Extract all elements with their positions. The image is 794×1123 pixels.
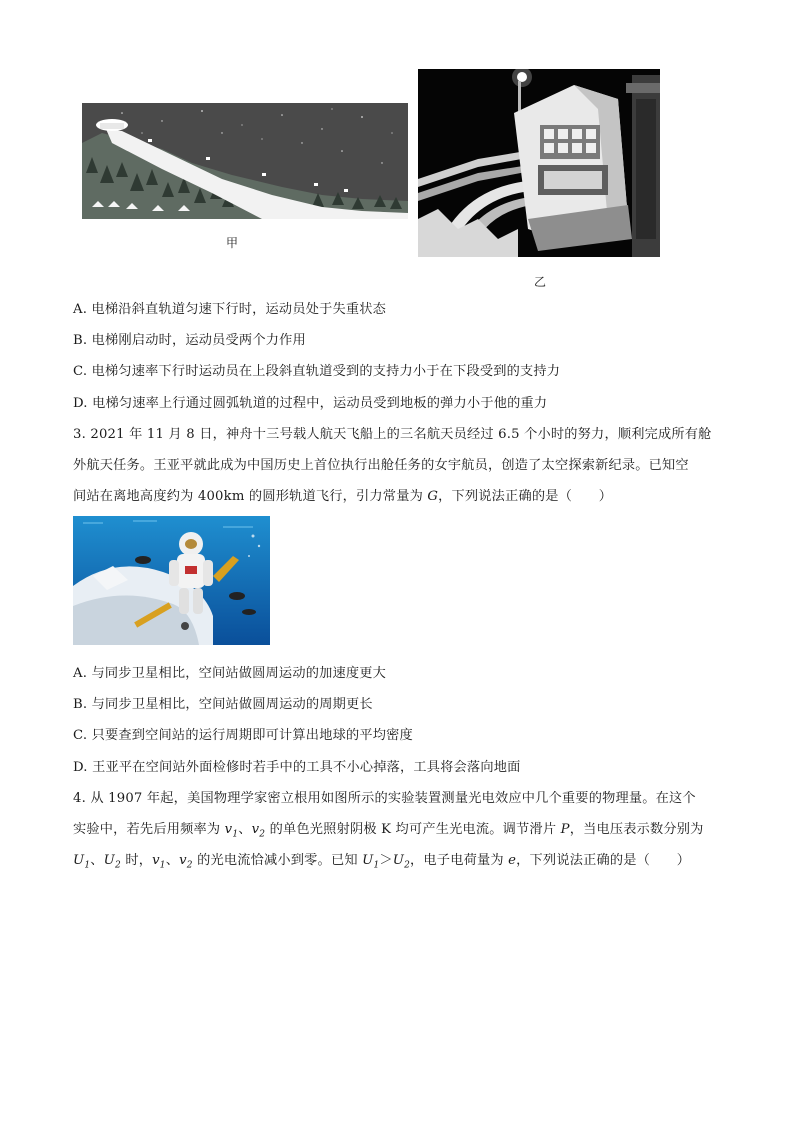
q3-line3-post: ，下列说法正确的是（ ） [438, 489, 613, 504]
q4-stem-line3: $U_1$、$U_2$ 时，$v_1$、$v_2$ 的光电流恰减小到零。已知 $U_1>U_2$，电子电荷量为 e，下列说法正确的是（ ） [73, 853, 691, 871]
slider-symbol-p: P [560, 822, 570, 837]
ski-jump-night-illustration [82, 103, 408, 219]
inclined-elevator-illustration [418, 69, 660, 257]
frequency-v1: $v_1$ [224, 822, 239, 840]
figure-yi [418, 69, 660, 257]
frequency-v2-ref: $v_2$ [179, 853, 193, 871]
q3-line3-pre: 间站在离地高度约为 400km 的圆形轨道飞行，引力常量为 [73, 489, 428, 504]
electron-charge-symbol: e [508, 853, 517, 868]
q3-stem-line3 [73, 485, 612, 504]
q2-option-a: A. 电梯沿斜直轨道匀速下行时，运动员处于失重状态 [73, 302, 387, 317]
q3-stem-line1: 3. 2021 年 11 月 8 日，神舟十三号载人航天飞船上的三名航天员经过 6.5 个小时的努力，顺利完成所有舱 [73, 427, 712, 442]
q2-option-c: C. 电梯匀速率下行时运动员在上段斜直轨道受到的支持力小于在下段受到的支持力 [73, 364, 561, 379]
q3-option-a: A. 与同步卫星相比，空间站做圆周运动的加速度更大 [73, 666, 387, 681]
figure-jia-caption: 甲 [226, 236, 239, 250]
q3-option-c: C. 只要查到空间站的运行周期即可计算出地球的平均密度 [73, 728, 413, 743]
frequency-v1-ref: $v_1$ [152, 853, 166, 871]
voltage-u1-ref: $U_1$ [362, 853, 380, 871]
q3-stem-line2: 外航天任务。王亚平就此成为中国历史上首位执行出舱任务的女宇航员，创造了太空探索新纪录。已知空 [73, 458, 689, 473]
voltage-u2: $U_2$ [103, 853, 121, 871]
voltage-u2-ref: $U_2$ [392, 853, 411, 871]
q3-option-b: B. 与同步卫星相比，空间站做圆周运动的周期更长 [73, 697, 373, 712]
frequency-v2: $v_2$ [251, 822, 266, 840]
gravitational-constant-symbol: G [427, 489, 439, 504]
q4-stem-line1: 4. 从 1907 年起，美国物理学家密立根用如图所示的实验装置测量光电效应中几个重要的物理量。在这个 [73, 791, 696, 806]
q4-stem-line2: 实验中，若先后用频率为 $v_1$、$v_2$ 的单色光照射阴极 K 均可产生光电流。调节滑片 P，当电压表示数分别为 [73, 822, 704, 840]
figure-jia [82, 103, 408, 219]
q3-option-d: D. 王亚平在空间站外面检修时若手中的工具不小心掉落，工具将会落向地面 [73, 760, 521, 775]
astronaut-underwater-illustration [73, 516, 270, 645]
q2-option-b: B. 电梯刚启动时，运动员受两个力作用 [73, 333, 306, 348]
voltage-u1: $U_1$ [73, 853, 91, 871]
astronaut-photo [73, 516, 270, 645]
q2-option-d: D. 电梯匀速率上行通过圆弧轨道的过程中，运动员受到地板的弹力小于他的重力 [73, 396, 548, 411]
figure-yi-caption: 乙 [534, 275, 547, 289]
